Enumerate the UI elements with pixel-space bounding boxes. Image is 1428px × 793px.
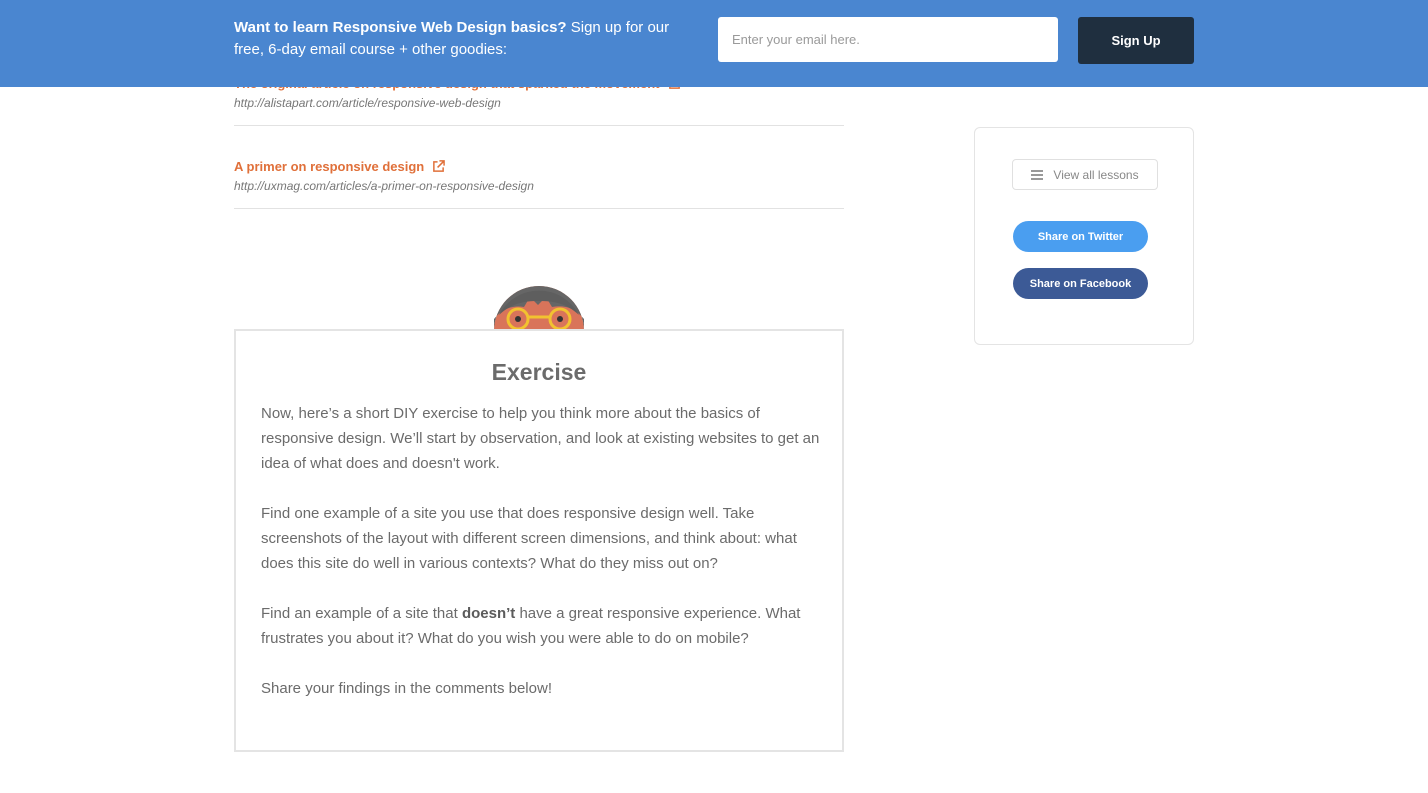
signup-banner: [0, 0, 1428, 87]
resource-title: A primer on responsive design: [234, 158, 425, 174]
exercise-emphasis: doesn’t: [461, 605, 516, 622]
banner-text: [234, 17, 674, 61]
signup-button[interactable]: Sign Up: [1078, 17, 1194, 64]
exercise-paragraph: Find one example of a site you use that does responsive design well. Take screenshots of the layout with different screen dimensions, and think about: what does this site do well in various contexts? What do they miss out on?: [261, 505, 797, 572]
exercise-title: Exercise: [491, 359, 587, 385]
exercise-text: have a great responsive experience. What frustrates you about it? What do you wish you were able to do on mobile?: [261, 605, 801, 647]
email-input[interactable]: [718, 17, 1058, 62]
view-all-lessons-label: View all lessons: [1053, 167, 1139, 182]
exercise-paragraph: [261, 601, 821, 651]
exercise-text: Find an example of a site that: [261, 605, 462, 622]
avatar-illustration: [494, 285, 584, 331]
lesson-sidebar: [974, 127, 1194, 345]
exercise-paragraph: Now, here’s a short DIY exercise to help you think more about the basics of responsive design. We’ll start by observation, and look at existing websites to get an idea of what does and doesn't work.: [261, 405, 820, 472]
resource-link[interactable]: [234, 157, 844, 175]
banner-headline: Want to learn Responsive Web Design basics?: [234, 19, 567, 36]
exercise-paragraph: Share your findings in the comments below!: [261, 680, 552, 697]
menu-icon: [1031, 170, 1043, 180]
exercise-box: [234, 329, 844, 752]
banner-subtext: Sign up for our free, 6-day email course + other goodies:: [234, 19, 670, 58]
resource-url: http://alistapart.com/article/responsive-web-design: [234, 96, 501, 110]
view-all-lessons-button[interactable]: [1012, 159, 1158, 190]
external-link-icon: [432, 160, 445, 173]
share-facebook-button[interactable]: Share on Facebook: [1013, 268, 1148, 299]
resource-item: [234, 157, 844, 209]
share-twitter-button[interactable]: Share on Twitter: [1013, 221, 1148, 252]
resource-url: http://uxmag.com/articles/a-primer-on-responsive-design: [234, 179, 534, 193]
